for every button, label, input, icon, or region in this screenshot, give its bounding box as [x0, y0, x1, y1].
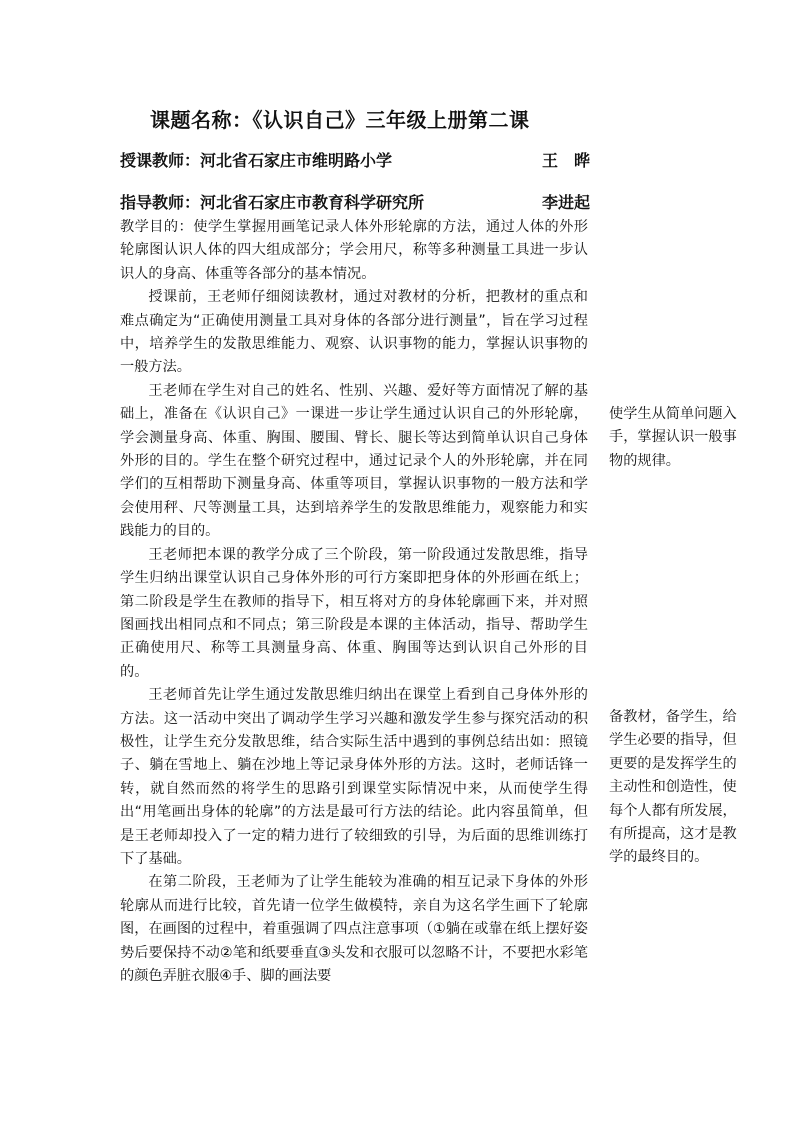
advisor-line [120, 190, 590, 213]
page-title: 课题名称：《认识自己》三年级上册第二课 [150, 108, 530, 132]
teacher-name: 王 晔 [541, 151, 590, 170]
teacher-label: 授课教师：河北省石家庄市维明路小学 [120, 151, 393, 170]
paragraph: 在第二阶段，王老师为了让学生能较为准确的相互记录下身体的外形轮廓从而进行比较，首先请一位学生做模特，亲自为这名学生画下了轮廓图，在画图的过程中，着重强调了四点注意事项（①躺在或靠在纸上摆好姿势后要保持不动②笔和纸要垂直③头发和衣服可以忽略不计，不要把水彩笔的颜色弄脏衣服④手、脚的画法要 [120, 874, 588, 984]
advisor-name: 李进起 [541, 193, 590, 212]
paragraph: 王老师首先让学生通过发散思维归纳出在课堂上看到自己身体外形的方法。这一活动中突出了调动学生学习兴趣和激发学生参与探究活动的积极性，让学生充分发散思维，结合实际生活中遇到的事例总结出如：照镜子、躺在雪地上、躺在沙地上等记录身体外形的方法。这时，老师话锋一转，就自然而然的将学生的思路引到课堂实际情况中来，从而使学生得出“用笔画出身体的轮廓”的方法是最可行方法的结论。此内容虽简单，但是王老师却投入了一定的精力进行了较细致的引导，为后面的思维训练打下了基础。 [120, 687, 588, 867]
margin-note: 备教材，备学生，给学生必要的指导，但更要的是发挥学生的主动性和创造性，使每个人都有所发展，有所提高，这才是教学的最终目的。 [609, 709, 737, 866]
margin-note: 使学生从简单问题入手，掌握认识一般事物的规律。 [609, 406, 737, 469]
paragraph-objective: 教学目的：使学生掌握用画笔记录人体外形轮廓的方法，通过人体的外形轮廓图认识人体的四大组成部分；学会用尺，称等多种测量工具进一步认识人的身高、体重等各部分的基本情况。 [120, 219, 588, 282]
paragraph: 授课前，王老师仔细阅读教材，通过对教材的分析，把教材的重点和难点确定为“正确使用测量工具对身体的各部分进行测量”，旨在学习过程中，培养学生的发散思维能力、观察、认识事物的能力，掌握认识事物的一般方法。 [120, 289, 588, 376]
paragraph: 王老师把本课的教学分成了三个阶段，第一阶段通过发散思维，指导学生归纳出课堂认识自己身体外形的可行方案即把身体的外形画在纸上；第二阶段是学生在教师的指导下，相互将对方的身体轮廓画下来，并对照图画找出相同点和不同点；第三阶段是本课的主体活动，指导、帮助学生正确使用尺、称等工具测量身高、体重、胸围等达到认识自己外形的目的。 [120, 546, 588, 680]
advisor-label: 指导教师：河北省石家庄市教育科学研究所 [120, 193, 425, 212]
teacher-line [120, 148, 590, 171]
paragraph: 王老师在学生对自己的姓名、性别、兴趣、爱好等方面情况了解的基础上，准备在《认识自己》一课进一步让学生通过认识自己的外形轮廓，学会测量身高、体重、胸围、腰围、臂长、腿长等达到简单认识自己身体外形的目的。学生在整个研究过程中，通过记录个人的外形轮廓，并在同学们的互相帮助下测量身高、体重等项目，掌握认识事物的一般方法和学会使用秤、尺等测量工具，达到培养学生的发散思维能力，观察能力和实践能力的目的。 [120, 382, 588, 540]
main-text [120, 216, 588, 988]
